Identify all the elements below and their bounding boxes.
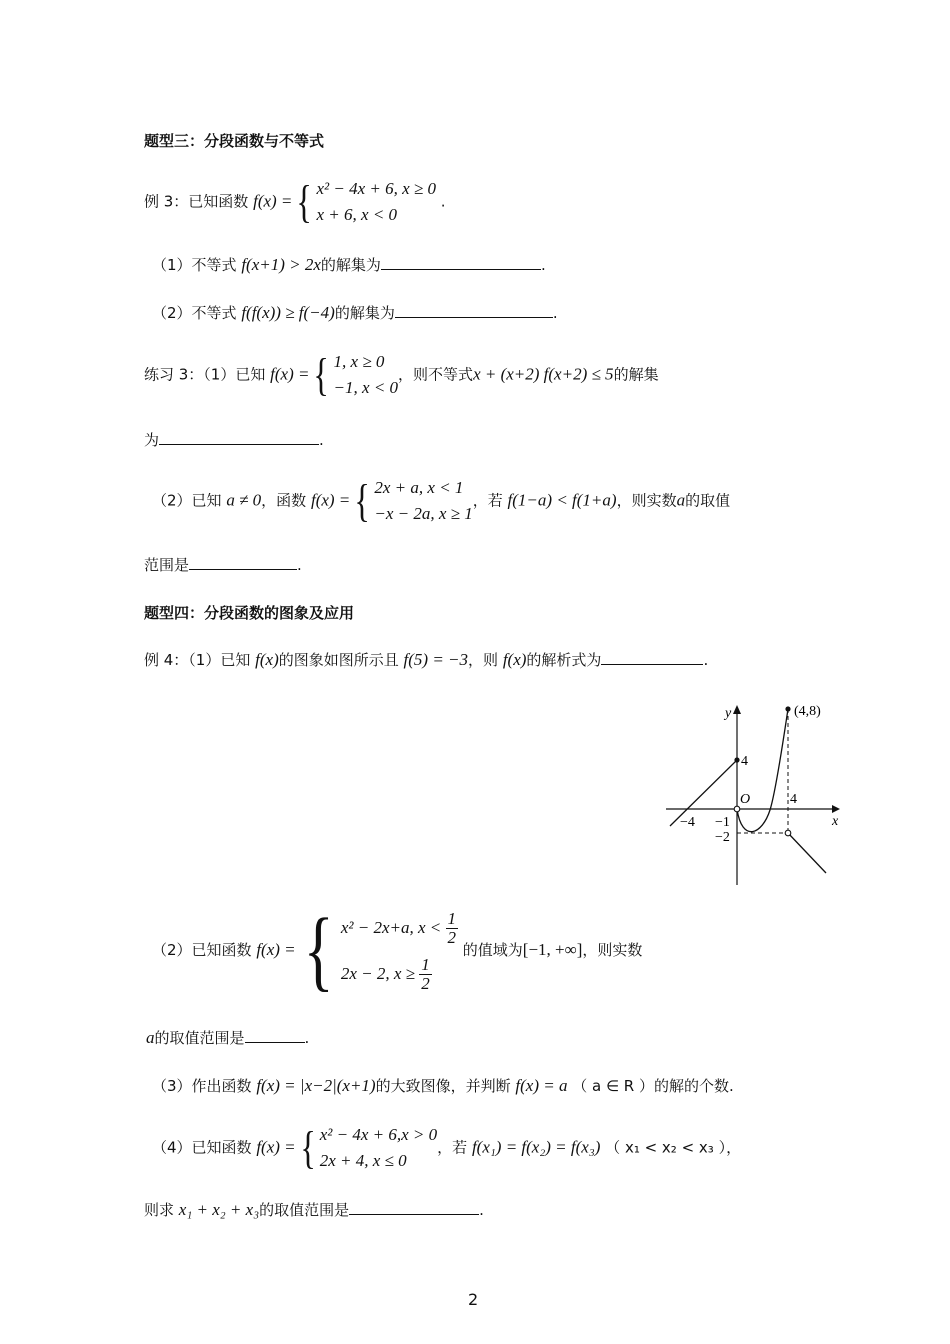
example-4-q1: 例 4：（1）已知 f(x)的图象如图所示且 f(5) = −3，则 f(x)的解析式为 . bbox=[144, 650, 709, 669]
label-neg4: −4 bbox=[680, 815, 695, 830]
graph-point-0-4 bbox=[734, 757, 739, 762]
example-3-q2: （2）不等式 f(f(x)) ≥ f(−4)的解集为 . bbox=[152, 303, 558, 322]
section-title-3: 题型三：分段函数与不等式 bbox=[144, 132, 325, 150]
label-neg2: −2 bbox=[715, 830, 730, 845]
answer-blank[interactable] bbox=[395, 303, 553, 318]
example-3-q1: （1）不等式 f(x+1) > 2x的解集为 . bbox=[152, 255, 546, 274]
label-4-y: 4 bbox=[741, 754, 748, 769]
example-4-q2: （2）已知函数 f(x) ={ x² − 2x+a, x < $\frac{1}{2}$ 2x − 2, x ≥ $\frac{1}{2}$ 的值域为[−1, +∞]，则实数 bbox=[152, 900, 643, 1000]
graph-open-origin bbox=[734, 806, 740, 812]
x-axis-label: x bbox=[832, 814, 839, 829]
example-4-q2-line2: a的取值范围是 . bbox=[146, 1028, 310, 1047]
label-origin: O bbox=[740, 792, 751, 807]
answer-blank[interactable] bbox=[601, 650, 703, 665]
graph-right-line bbox=[788, 833, 826, 873]
practice-3: 练习 3：（1）已知 f(x) ={ 1, x ≥ 0 −1, x < 0 ，则不等式x + (x+2) f(x+2) ≤ 5的解集 bbox=[144, 349, 659, 400]
example-3-cases: x² − 4x + 6, x ≥ 0 x + 6, x < 0 bbox=[316, 179, 437, 224]
section-title-4: 题型四：分段函数的图象及应用 bbox=[144, 604, 355, 622]
graph-open-4-neg2 bbox=[785, 830, 791, 836]
label-neg1: −1 bbox=[715, 815, 730, 830]
answer-blank[interactable] bbox=[381, 255, 541, 270]
practice-3-line2: 为 . bbox=[144, 431, 324, 449]
label-4-x: 4 bbox=[790, 792, 797, 807]
answer-blank[interactable] bbox=[245, 1028, 305, 1043]
x-axis-arrow-icon bbox=[832, 805, 840, 813]
y-axis-arrow-icon bbox=[733, 705, 741, 714]
example-4-q4: （4）已知函数 f(x) ={ x² − 4x + 6,x > 0 2x + 4, x ≤ 0 ，若 f(x₁) = f(x₂) = f(x₃) （ x₁ < x₂ < x₃ ）， bbox=[152, 1122, 742, 1173]
y-axis-label: y bbox=[725, 706, 732, 721]
example-3: 例 3：已知函数 f(x) ={ x² − 4x + 6, x ≥ 0 x + 6, x < 0 . bbox=[144, 176, 446, 227]
example-4-q4-line2: 则求 x₁ + x₂ + x₃的取值范围是 . bbox=[144, 1200, 484, 1219]
function-graph bbox=[660, 695, 850, 890]
page-number: 2 bbox=[468, 1290, 479, 1309]
answer-blank[interactable] bbox=[349, 1200, 479, 1215]
practice-3-q2-line2: 范围是 . bbox=[144, 556, 302, 574]
answer-blank[interactable] bbox=[159, 430, 319, 445]
example-3-label: 例 3：已知函数 bbox=[144, 192, 249, 211]
practice-3-q2: （2）已知 a ≠ 0，函数 f(x) ={ 2x + a, x < 1 −x − 2a, x ≥ 1 ，若 f(1−a) < f(1+a)，则实数a的取值 bbox=[152, 475, 731, 526]
example-4-q3: （3）作出函数 f(x) = |x−2|(x+1)的大致图像，并判断 f(x) = a （ a ∈ R ）的解的个数. bbox=[152, 1076, 734, 1095]
example-3-fx: f(x) = bbox=[253, 191, 293, 211]
answer-blank[interactable] bbox=[189, 555, 297, 570]
graph-parabola bbox=[737, 709, 788, 832]
point-label-4-8: (4,8) bbox=[794, 704, 821, 719]
